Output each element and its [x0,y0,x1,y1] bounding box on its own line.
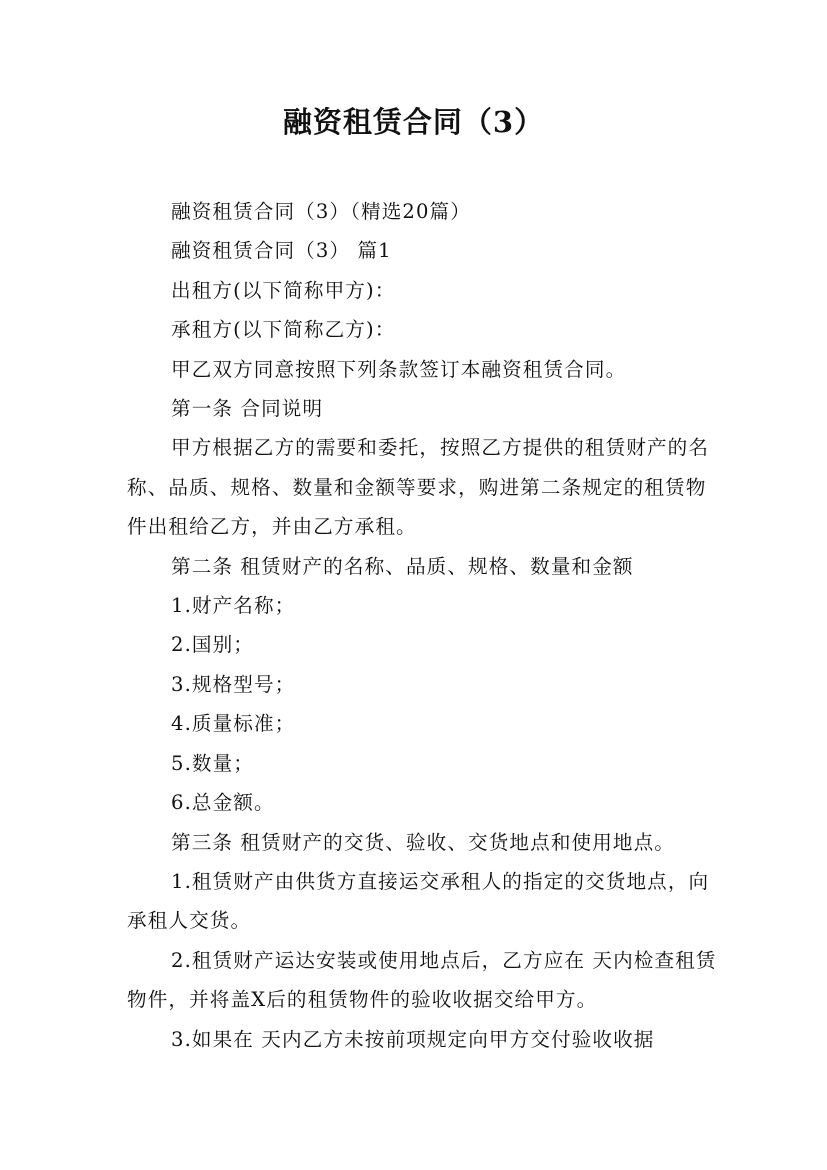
document-body [127,192,717,1059]
list-item: 5.数量； [171,751,254,775]
clause-3-item-2: 2.租赁财产运达安装或使用地点后，乙方应在 天内检查租赁物件，并将盖X后的租赁物件的验收收据交给甲方。 [127,948,717,1012]
list-item: 3.规格型号； [171,672,296,696]
paragraph-agreement: 甲乙双方同意按照下列条款签订本融资租赁合同。 [171,357,627,381]
clause-3-item-3: 3.如果在 天内乙方未按前项规定向甲方交付验收收据 [171,1027,655,1051]
clause-heading-2: 第二条 租赁财产的名称、品质、规格、数量和金额 [171,554,634,578]
clause-heading-1: 第一条 合同说明 [171,397,324,421]
list-item: 2.国别； [171,633,254,657]
list-item: 6.总金额。 [171,791,275,815]
clause-heading-3: 第三条 租赁财产的交货、验收、交货地点和使用地点。 [171,830,675,854]
clause-3-item-1: 1.租赁财产由供货方直接运交承租人的指定的交货地点，向承租人交货。 [127,869,710,933]
clause-1-text: 甲方根据乙方的需要和委托，按照乙方提供的租赁财产的名称、品质、规格、数量和金额等要求，购进第二条规定的租赁物件出租给乙方，并由乙方承租。 [127,436,710,539]
list-item: 1.财产名称； [171,594,296,618]
document-title: 融资租赁合同（3） [282,105,545,139]
paragraph-lessee: 承租方(以下简称乙方)： [171,318,396,342]
paragraph-lessor: 出租方(以下简称甲方)： [171,278,396,302]
list-item: 4.质量标准； [171,712,296,736]
paragraph-heading-part1: 融资租赁合同（3） 篇1 [171,239,392,263]
paragraph-subtitle: 融资租赁合同（3）（精选20篇） [171,200,471,223]
